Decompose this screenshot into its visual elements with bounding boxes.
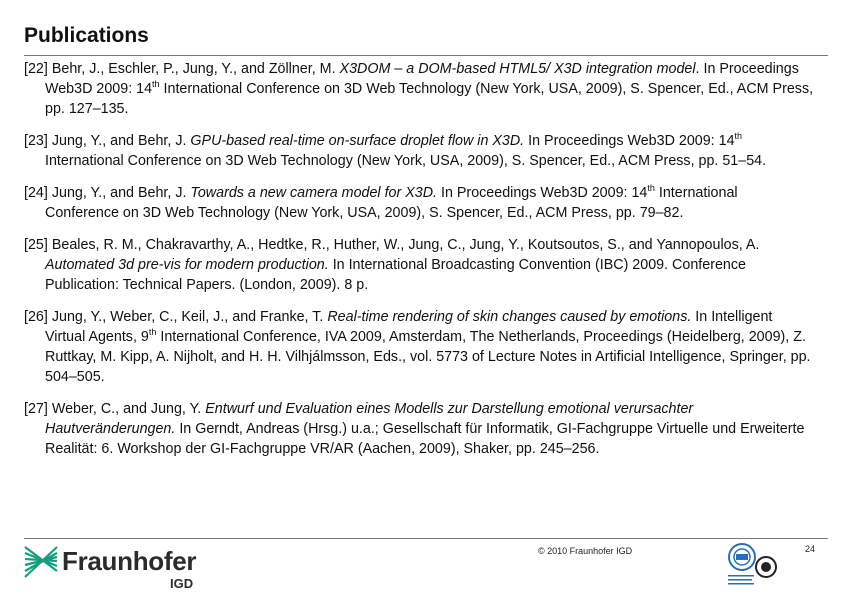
reference-text: Jung, Y., Weber, C., Keil, J., and Franke, T.	[51, 309, 328, 325]
reference-text: International Conference on 3D Web Technology (New York, USA, 2009), S. Spencer, Ed., ACM Press, pp. 51–54.	[45, 153, 767, 169]
reference-text: th	[734, 131, 743, 142]
reference-title: Automated 3d pre-vis for modern production.	[45, 257, 329, 273]
reference-text: In International Broadcasting Convention (IBC) 2009. Conference Publication: Technical Papers. (London, 2009). 8 p.	[45, 257, 746, 293]
reference-title: GPU-based real-time on-surface droplet flow in X3D.	[190, 133, 525, 149]
reference-text: Jung, Y., and Behr, J.	[51, 133, 191, 149]
reference-text: th	[647, 183, 655, 194]
copyright-text: © 2010 Fraunhofer IGD	[538, 546, 633, 556]
reference-24	[24, 183, 814, 223]
reference-text: Beales, R. M., Chakravarthy, A., Hedtke, R., Huther, W., Jung, C., Jung, Y., Koutsoutos, S., and Yannopoulos, A.	[51, 237, 760, 253]
reference-list	[24, 59, 814, 471]
reference-23	[24, 131, 814, 171]
reference-text: . In Proceedings Web3D 2009: 14	[45, 61, 799, 97]
reference-text: In Gerndt, Andreas (Hrsg.) u.a.; Gesellschaft für Informatik, GI-Fachgruppe Virtuelle und Erweiterte Realität: 6. Workshop der GI-Fachgruppe VR/AR (Aachen, 2009), Shaker, pp. 245–256.	[45, 421, 805, 457]
certification-seals-icon	[724, 542, 794, 588]
page-number: 24	[805, 544, 816, 554]
reference-text: International Conference on 3D Web Technology (New York, USA, 2009), S. Spencer, Ed., ACM Press, pp. 79–82.	[45, 185, 738, 221]
reference-text: International Conference, IVA 2009, Amsterdam, The Netherlands, Proceedings (Heidelberg, 2009), Z. Ruttkay, M. Kipp, A. Nijholt, and H. H. Vilhjálmsson, Eds., vol. 5773 of Lecture Notes in Artificial Intelligence, Springer, pp. 504–505.	[45, 329, 811, 385]
reference-22	[24, 59, 814, 119]
reference-text: In Intelligent Virtual Agents, 9	[45, 309, 773, 345]
reference-text: In Proceedings Web3D 2009: 14	[437, 185, 648, 201]
reference-label: [27]	[24, 401, 48, 417]
institute-name: IGD	[170, 576, 194, 591]
reference-label: [23]	[24, 133, 48, 149]
reference-27	[24, 399, 814, 459]
reference-title: X3DOM – a DOM-based HTML5/ X3D integration model	[339, 61, 696, 77]
reference-title: Real-time rendering of skin changes caused by emotions.	[327, 309, 692, 325]
reference-25	[24, 235, 814, 295]
title-divider	[24, 55, 828, 56]
reference-label: [26]	[24, 309, 48, 325]
reference-text: Jung, Y., and Behr, J.	[51, 185, 191, 201]
reference-text: In Proceedings Web3D 2009: 14	[524, 133, 735, 149]
reference-text: International Conference on 3D Web Technology (New York, USA, 2009), S. Spencer, Ed., ACM Press, pp. 127–135.	[45, 81, 814, 117]
reference-text: Weber, C., and Jung, Y.	[51, 401, 206, 417]
reference-title: Towards a new camera model for X3D.	[190, 185, 438, 201]
fraunhofer-wordmark: Fraunhofer	[62, 546, 197, 576]
reference-text: Behr, J., Eschler, P., Jung, Y., and Zöllner, M.	[51, 61, 340, 77]
certification-seal-icon	[729, 544, 755, 570]
reference-label: [22]	[24, 61, 48, 77]
fraunhofer-logo-icon	[24, 544, 58, 578]
reference-label: [25]	[24, 237, 48, 253]
iqnet-seal-icon	[756, 557, 776, 577]
reference-label: [24]	[24, 185, 48, 201]
reference-text: th	[152, 79, 160, 90]
page-title: Publications	[24, 24, 149, 47]
footer-divider	[24, 538, 828, 539]
reference-text: th	[148, 327, 157, 338]
reference-26	[24, 307, 814, 387]
reference-title: Entwurf und Evaluation eines Modells zur Darstellung emotional verursachter Hautveränderungen.	[45, 401, 694, 437]
